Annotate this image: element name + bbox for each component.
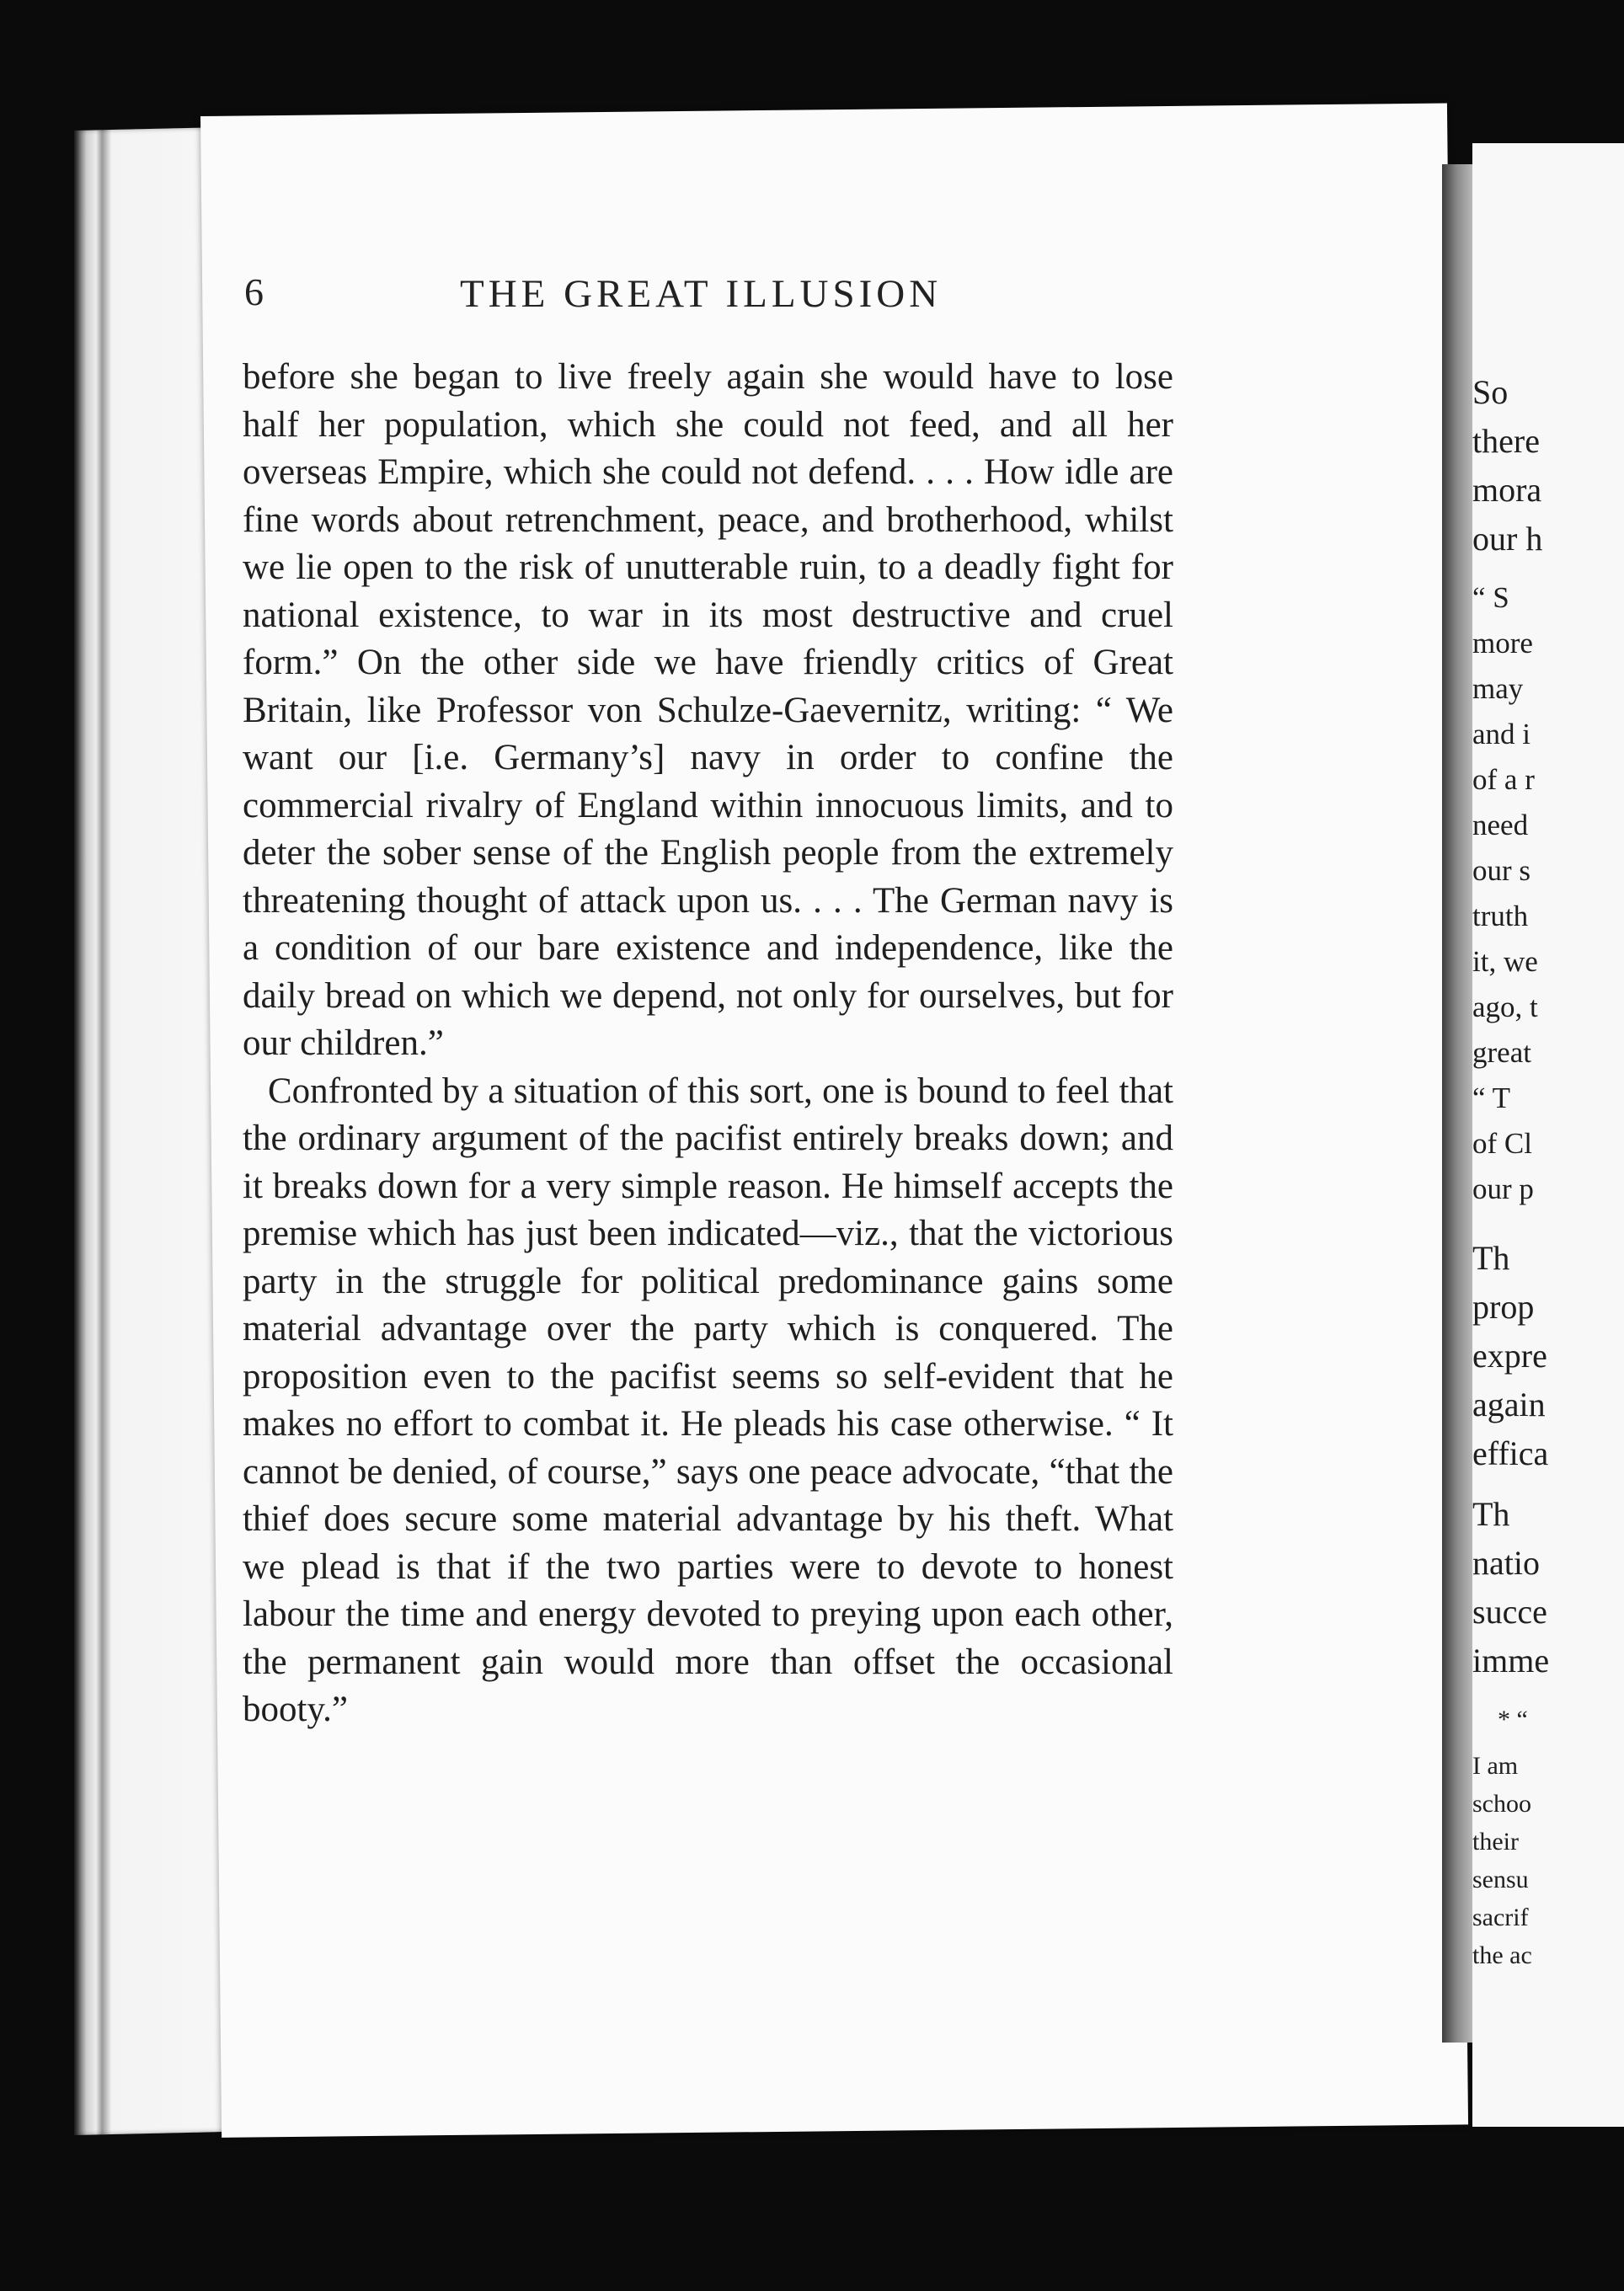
facing-fragment: * “ [1498,1706,1528,1733]
facing-fragment: their [1472,1828,1519,1856]
facing-page [1472,143,1624,2127]
facing-fragment: sensu [1472,1866,1529,1893]
facing-fragment: mora [1472,471,1542,509]
facing-fragment: of Cl [1472,1127,1532,1160]
facing-fragment: our s [1472,854,1531,887]
facing-fragment: expre [1472,1337,1547,1375]
body-text [243,354,1173,1734]
paragraph-1: before she began to live freely again she would have to lose half her population, which she could not feed, and all her overseas Empire, which she could not defend. . . . How idle are fine words about retrenchment, peace, and brotherhood, whilst we lie open to the risk of unutterable ruin, to a deadly fight for national existence, to war in its most destructive and cruel form.” On the other side we have friendly critics of Great Britain, like Professor von Schulze-Gaevernitz, writing: “ We want our [i.e. Germany’s] navy in order to confine the commercial rivalry of England within innocuous limits, and to deter the sober sense of the English people from the extremely threatening thought of attack upon us. . . . The German navy is a condition of our bare existence and independence, like the daily bread on which we depend, not only for ourselves, but for our children.” [243,357,1173,1063]
facing-fragment: and i [1472,718,1531,750]
facing-fragment: our p [1472,1172,1534,1205]
facing-fragment: need [1472,809,1529,841]
facing-fragment: more [1472,627,1533,660]
facing-fragment: Th [1472,1239,1510,1277]
gutter-shadow [1442,164,1474,2043]
facing-fragment: Th [1472,1495,1510,1533]
paragraph-2: Confronted by a situation of this sort, one is bound to feel that the ordinary argument of the pacifist entirely breaks down; and it breaks down for a very simple reason. He himself accepts the premise which has just been indicated—viz., that the victorious party in the struggle for political predominance gains some material advantage over the party which is conquered. The proposition even to the pacifist seems so self-evident that he makes no effort to combat it. He pleads his case otherwise. “ It cannot be denied, of course,” says one peace advocate, “that the thief does secure some material advantage by his theft. What we plead is that if the two parties were to devote to honest labour the time and energy devoted to preying upon each other, the permanent gain would more than offset the occasional booty.” [243,1071,1173,1729]
running-title: THE GREAT ILLUSION [460,272,943,316]
facing-fragment: again [1472,1386,1546,1423]
facing-fragment: I am [1472,1752,1519,1780]
facing-fragment: truth [1472,900,1529,932]
facing-fragment: natio [1472,1544,1540,1582]
facing-fragment: So [1472,373,1509,411]
facing-fragment: sacrif [1472,1904,1529,1931]
facing-fragment: great [1472,1036,1531,1069]
facing-fragment: “ T [1472,1081,1511,1114]
facing-fragment: “ S [1472,581,1509,614]
facing-fragment: schoo [1472,1790,1531,1818]
facing-fragment: effica [1472,1434,1549,1472]
facing-fragment: may [1472,672,1524,705]
facing-fragment: succe [1472,1593,1547,1631]
facing-fragment: imme [1472,1642,1550,1680]
facing-fragment: ago, t [1472,991,1538,1023]
facing-fragment: of a r [1472,763,1535,796]
facing-fragment: our h [1472,520,1543,558]
page-header [244,152,1171,316]
page-number: 6 [244,270,264,313]
facing-fragment: it, we [1472,945,1538,978]
facing-fragment: there [1472,422,1540,460]
facing-fragment: the ac [1472,1941,1532,1969]
facing-fragment: prop [1472,1288,1535,1326]
